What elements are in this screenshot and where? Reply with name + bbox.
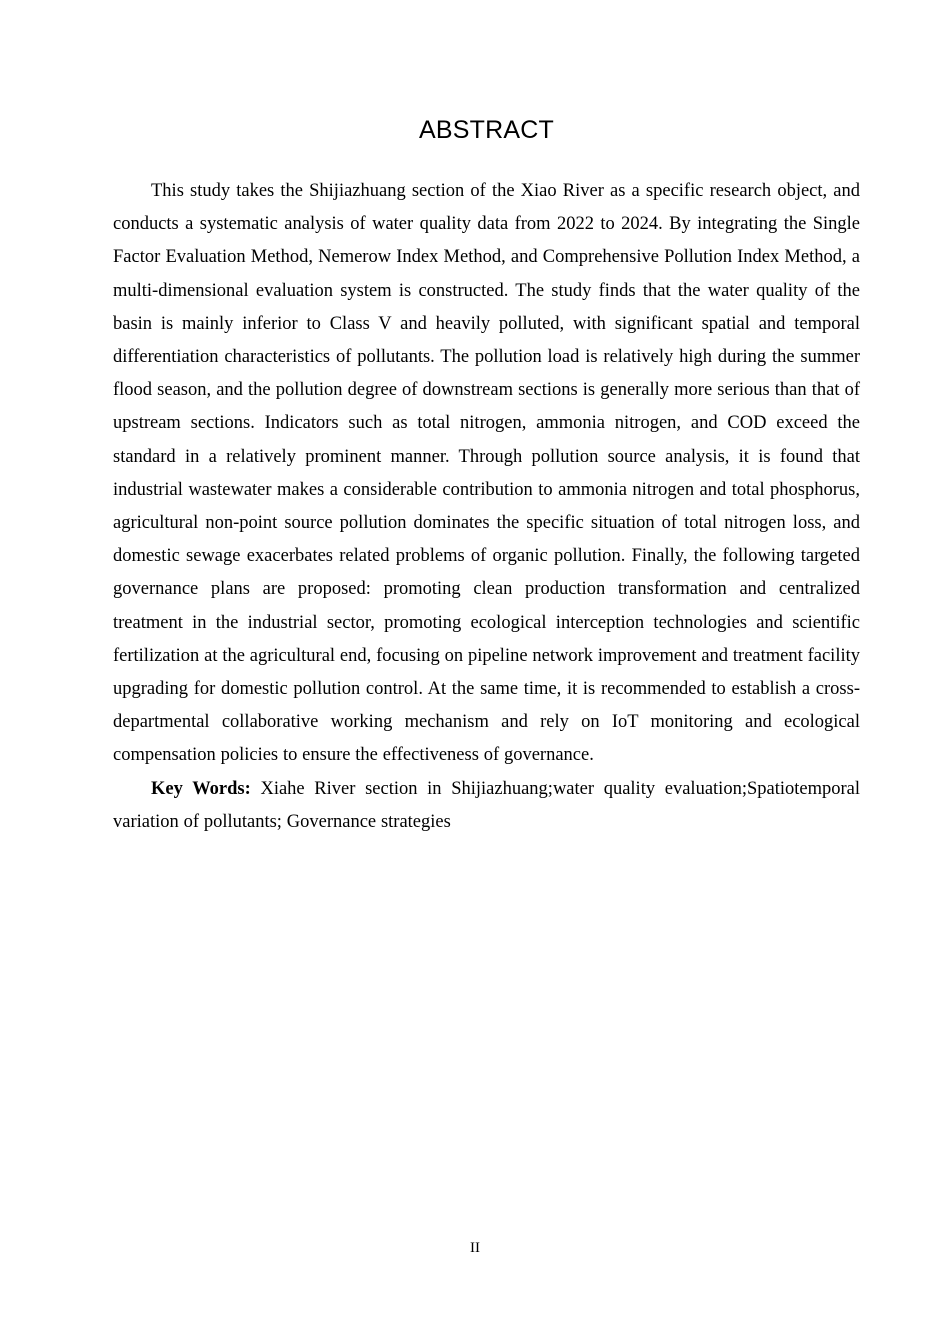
page-number-footer: II: [470, 1240, 480, 1256]
keywords-paragraph: [113, 773, 860, 839]
keywords-label: Key Words:: [151, 778, 251, 799]
abstract-paragraph: This study takes the Shijiazhuang section of the Xiao River as a specific research object, and conducts a systematic analysis of water quality data from 2022 to 2024. By integrating the Single Factor Evaluation Method, Nemerow Index Method, and Comprehensive Pollution Index Method, a multi-dimensional evaluation system is constructed. The study finds that the water quality of the basin is mainly inferior to Class V and heavily polluted, with significant spatial and temporal differentiation characteristics of pollutants. The pollution load is relatively high during the summer flood season, and the pollution degree of downstream sections is generally more serious than that of upstream sections. Indicators such as total nitrogen, ammonia nitrogen, and COD exceed the standard in a relatively prominent manner. Through pollution source analysis, it is found that industrial wastewater makes a considerable contribution to ammonia nitrogen and total phosphorus, agricultural non-point source pollution dominates the specific situation of total nitrogen loss, and domestic sewage exacerbates related problems of organic pollution. Finally, the following targeted governance plans are proposed: promoting clean production transformation and centralized treatment in the industrial sector, promoting ecological interception technologies and scientific fertilization at the agricultural end, focusing on pipeline network improvement and treatment facility upgrading for domestic pollution control. At the same time, it is recommended to establish a cross-departmental collaborative working mechanism and rely on IoT monitoring and ecological compensation policies to ensure the effectiveness of governance.: [113, 181, 860, 766]
page-title: ABSTRACT: [419, 116, 554, 144]
abstract-body: [113, 175, 860, 839]
keywords-value: Xiahe River section in Shijiazhuang;water quality evaluation;Spatiotemporal variation of pollutants; Governance strategies: [113, 778, 860, 832]
